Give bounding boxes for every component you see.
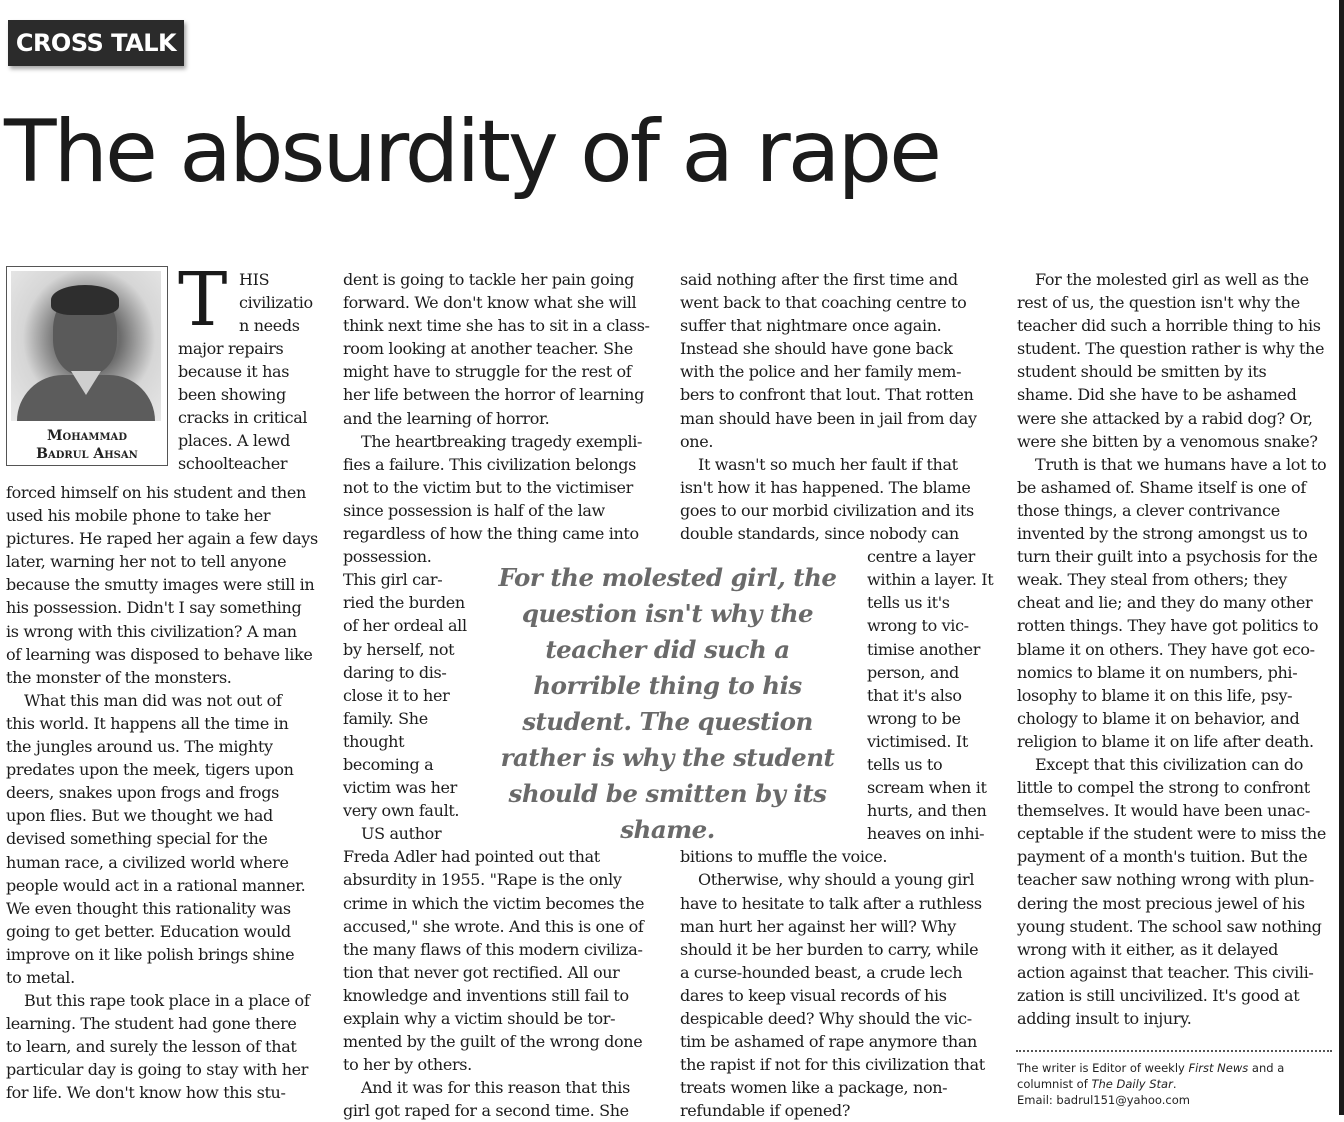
text-line: rest of us, the question isn't why the: [1017, 293, 1300, 313]
text-line: treats women like a package, non-: [680, 1078, 948, 1098]
pull-quote: For the molested girl, the question isn't why the teacher did such a horrible thing to his student. The question rather is why the student should be smitten by its shame.: [498, 563, 837, 844]
text-line: rotten things. They have got politics to: [1017, 616, 1319, 636]
text-line: predates upon the meek, tigers upon: [6, 760, 294, 780]
text-line: student should be smitten by its: [1017, 362, 1267, 382]
text-line: bers to confront that lout. That rotten: [680, 385, 974, 405]
text-line: religion to blame it on life after death.: [1017, 731, 1314, 751]
footnote-text: First News: [1188, 1061, 1249, 1075]
text-line: knowledge and inventions still fail to: [343, 985, 629, 1005]
text-line: because the smutty images were still in: [6, 575, 315, 595]
text-line: said nothing after the first time and: [680, 270, 958, 289]
text-line: the many flaws of this modern civiliza-: [343, 939, 643, 959]
text-line: schoolteacher: [178, 454, 288, 474]
text-line: refundable if opened?: [680, 1101, 851, 1121]
text-line: chology to blame it on behavior, and: [1017, 708, 1300, 728]
text-line: human race, a civilized world where: [6, 852, 289, 872]
text-line: tim be ashamed of rape anymore than: [680, 1032, 978, 1052]
text-line: regardless of how the thing came into: [343, 524, 639, 544]
text-line: wrong with it either, as it delayed: [1017, 939, 1279, 959]
text-line: dering the most precious jewel of his: [1017, 893, 1305, 913]
text-line: turn their guilt into a psychosis for the: [1017, 547, 1318, 567]
text-line: action against that teacher. This civili-: [1017, 962, 1314, 982]
text-line: heaves on inhi-: [867, 824, 985, 844]
text-line: room looking at another teacher. She: [343, 339, 633, 359]
text-line: little to compel the strong to confront: [1017, 778, 1310, 798]
text-line: cheat and lie; and they do many other: [1017, 593, 1313, 613]
text-line: the jungles around us. The mighty: [6, 737, 273, 757]
text-line: to metal.: [6, 967, 75, 987]
byline: [7, 427, 167, 463]
text-line: zation is still uncivilized. It's good at: [1017, 985, 1300, 1005]
footnote-text: The writer is Editor of weekly: [1017, 1061, 1189, 1075]
text-line: bitions to muffle the voice.: [680, 847, 888, 867]
text-line: going to get better. Education would: [6, 921, 291, 941]
text-line: adding insult to injury.: [1017, 1009, 1192, 1028]
text-line: hurts, and then: [867, 801, 987, 821]
text-line: themselves. It would have been unac-: [1017, 801, 1310, 821]
footnote-text: and a: [1248, 1061, 1285, 1075]
text-line: young student. The school saw nothing: [1017, 916, 1322, 936]
text-line: is wrong with this civilization? A man: [6, 621, 297, 641]
text-line: pictures. He raped her again a few days: [6, 529, 318, 549]
column-1: [6, 481, 331, 1105]
text-line: wrong to be: [867, 708, 961, 728]
text-line: this world. It happens all the time in: [6, 713, 289, 733]
text-line: accused," she wrote. And this is one of: [343, 916, 644, 936]
text-line: weak. They steal from others; they: [1017, 570, 1287, 590]
text-line: fies a failure. This civilization belongs: [343, 454, 636, 474]
byline-line1: Mohammad: [47, 428, 127, 444]
text-line: have to hesitate to talk after a ruthless: [680, 893, 982, 913]
text-line: We even thought this rationality was: [6, 898, 291, 918]
text-line: despicable deed? Why should the vic-: [680, 1009, 972, 1028]
text-line: people would act in a rational manner.: [6, 875, 306, 895]
col1-intro-rest: [178, 337, 328, 476]
text-line: deers, snakes upon frogs and frogs: [6, 783, 279, 803]
text-line: not to the victim but to the victimiser: [343, 477, 633, 497]
text-line: The heartbreaking tragedy exempli-: [361, 431, 643, 451]
text-line: went back to that coaching centre to: [680, 293, 967, 313]
text-line: for life. We don't know how this stu-: [6, 1083, 286, 1103]
text-line: Freda Adler had pointed out that: [343, 847, 600, 867]
text-line: nomics to blame it on numbers, phi-: [1017, 662, 1298, 682]
text-line: person, and: [867, 662, 959, 682]
text-line: teacher saw nothing wrong with plun-: [1017, 870, 1314, 890]
text-line: those things, a clever contrivance: [1017, 500, 1280, 520]
text-line: places. A lewd: [178, 431, 290, 451]
text-line: and the learning of horror.: [343, 408, 550, 428]
text-line: with the police and her family mem-: [680, 362, 962, 382]
text-line: For the molested girl as well as the: [1035, 270, 1309, 289]
footnote-divider: [1016, 1050, 1332, 1052]
text-line: upon flies. But we thought we had: [6, 806, 273, 826]
text-line: improve on it like polish brings shine: [6, 944, 295, 964]
text-line: Except that this civilization can do: [1035, 754, 1304, 774]
text-line: tells us to: [867, 754, 943, 774]
text-line: the rapist if not for this civilization that: [680, 1055, 985, 1075]
text-line: since possession is half of the law: [343, 500, 605, 520]
text-line: one.: [680, 431, 714, 451]
text-line: close it to her: [343, 685, 450, 705]
text-line: thought: [343, 731, 405, 751]
headline: The absurdity of a rape: [4, 102, 939, 202]
text-line: a curse-hounded beast, a crude lech: [680, 962, 963, 982]
text-line: man hurt her against her will? Why: [680, 916, 956, 936]
text-line: isn't how it has happened. The blame: [680, 477, 971, 497]
text-line: might have to struggle for the rest of: [343, 362, 632, 382]
text-line: been showing: [178, 385, 286, 405]
col1-intro: [239, 268, 329, 337]
text-line: within a layer. It: [867, 570, 994, 590]
text-line: invented by the strong amongst us to: [1017, 524, 1308, 544]
text-line: absurdity in 1955. "Rape is the only: [343, 870, 622, 890]
text-line: timise another: [867, 639, 981, 659]
text-line: forced himself on his student and then: [6, 483, 306, 502]
text-line: man should have been in jail from day: [680, 408, 977, 428]
footnote-text: columnist of: [1017, 1077, 1092, 1091]
text-line: crime in which the victim becomes the: [343, 893, 645, 913]
paragraph: [6, 989, 331, 1104]
text-line: student. The question rather is why the: [1017, 339, 1325, 359]
text-line: by herself, not: [343, 639, 455, 659]
text-line: tion that never got rectified. All our: [343, 962, 620, 982]
text-line: her life between the horror of learning: [343, 385, 645, 405]
text-line: losophy to blame it on this life, psy-: [1017, 685, 1293, 705]
text-line: ried the burden: [343, 593, 465, 613]
text-line: daring to dis-: [343, 662, 447, 682]
text-line: It wasn't so much her fault if that: [698, 454, 958, 474]
text-line: becoming a: [343, 754, 434, 774]
text-line: devised something special for the: [6, 829, 268, 849]
paragraph: [6, 689, 331, 989]
text-line: that it's also: [867, 685, 962, 705]
text-line: of her ordeal all: [343, 616, 467, 636]
text-line: double standards, since nobody can: [680, 524, 959, 544]
column-4: [1017, 268, 1342, 1030]
footnote-text: The Daily Star: [1091, 1077, 1173, 1091]
text-line: blame it on others. They have got eco-: [1017, 639, 1315, 659]
text-line: What this man did was not out of: [24, 690, 282, 710]
text-line: think next time she has to sit in a class-: [343, 316, 650, 336]
author-email: Email: badrul151@yahoo.com: [1017, 1093, 1190, 1107]
text-line: because it has: [178, 362, 290, 382]
text-line: US author: [361, 824, 442, 844]
text-line: his possession. Didn't I say something: [6, 598, 302, 618]
text-line: victimised. It: [867, 731, 968, 751]
text-line: centre a layer: [867, 547, 975, 567]
text-line: cracks in critical: [178, 408, 308, 428]
text-line: civilizatio: [239, 293, 313, 313]
text-line: dares to keep visual records of his: [680, 985, 947, 1005]
drop-cap: T: [178, 257, 228, 343]
text-line: suffer that nightmare once again.: [680, 316, 942, 336]
text-line: to her by others.: [343, 1055, 472, 1075]
text-line: very own fault.: [343, 801, 460, 821]
text-line: to learn, and surely the lesson of that: [6, 1037, 297, 1057]
text-line: HIS: [239, 270, 270, 289]
text-line: scream when it: [867, 778, 987, 798]
text-line: major repairs: [178, 339, 284, 358]
text-line: But this rape took place in a place of: [24, 991, 310, 1011]
text-line: used his mobile phone to take her: [6, 506, 271, 526]
author-box: [6, 266, 168, 466]
text-line: Otherwise, why should a young girl: [698, 870, 975, 890]
text-line: should it be her burden to carry, while: [680, 939, 979, 959]
section-kicker: CROSS TALK: [8, 20, 184, 66]
text-line: Truth is that we humans have a lot to: [1035, 454, 1327, 474]
text-line: n needs: [239, 316, 300, 336]
text-line: tells us it's: [867, 593, 950, 613]
text-line: particular day is going to stay with her: [6, 1060, 309, 1080]
text-line: learning. The student had gone there: [6, 1014, 297, 1034]
text-line: wrong to vic-: [867, 616, 969, 636]
text-line: dent is going to tackle her pain going: [343, 270, 635, 289]
text-line: payment of a month's tuition. But the: [1017, 847, 1308, 867]
text-line: This girl car-: [343, 570, 443, 590]
text-line: later, warning her not to tell anyone: [6, 552, 287, 572]
byline-line2: Badrul Ahsan: [36, 446, 138, 462]
author-photo: [11, 271, 161, 421]
author-footnote: [1017, 1060, 1337, 1108]
text-line: ceptable if the student were to miss the: [1017, 824, 1326, 844]
text-line: teacher did such a horrible thing to his: [1017, 316, 1321, 336]
text-line: the monster of the monsters.: [6, 667, 232, 687]
text-line: shame. Did she have to be ashamed: [1017, 385, 1297, 405]
text-line: girl got raped for a second time. She: [343, 1101, 629, 1121]
text-line: explain why a victim should be tor-: [343, 1009, 616, 1028]
text-line: forward. We don't know what she will: [343, 293, 637, 313]
text-line: family. She: [343, 708, 428, 728]
text-line: were she attacked by a rabid dog? Or,: [1017, 408, 1313, 428]
paragraph: [6, 481, 331, 689]
footnote-text: .: [1172, 1077, 1177, 1091]
text-line: be ashamed of. Shame itself is one of: [1017, 477, 1306, 497]
text-line: Instead she should have gone back: [680, 339, 953, 359]
text-line: goes to our morbid civilization and its: [680, 500, 974, 520]
text-line: mented by the guilt of the wrong done: [343, 1032, 643, 1052]
text-line: victim was her: [343, 778, 457, 798]
text-line: possession.: [343, 547, 432, 567]
text-line: of learning was disposed to behave like: [6, 644, 313, 664]
text-line: And it was for this reason that this: [361, 1078, 630, 1098]
text-line: were she bitten by a venomous snake?: [1017, 431, 1318, 451]
